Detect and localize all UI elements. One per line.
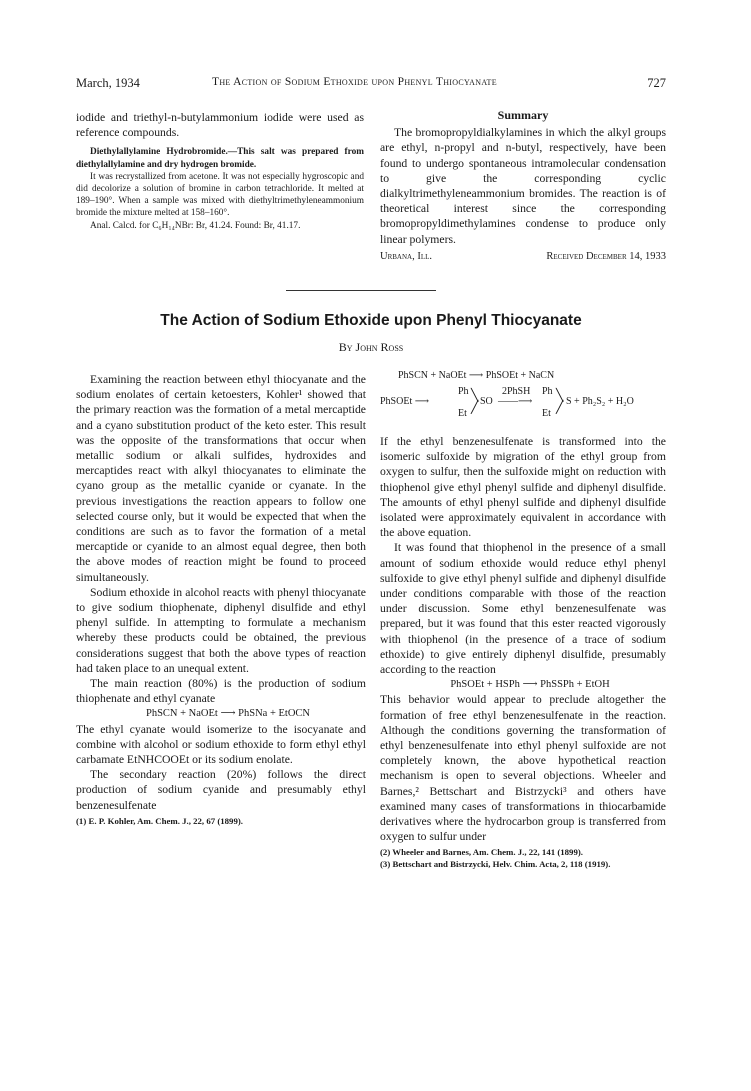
intro-paragraph: iodide and triethyl-n-butylammonium iodide were used as reference compounds. bbox=[76, 111, 364, 140]
reaction-arrow: ——⟶ bbox=[498, 396, 533, 407]
experimental-heading-paragraph: Diethylallylamine Hydrobromide.—This salt was prepared from diethylallylamine and dry hydrogen bromide. bbox=[76, 147, 364, 170]
reagent-label: 2PhSH bbox=[502, 386, 531, 397]
location: Urbana, Ill. bbox=[380, 250, 433, 262]
reaction-scheme bbox=[380, 368, 666, 434]
analysis-paragraph: Anal. Calcd. for C₆H₁₄NBr: Br, 41.24. Found: Br, 41.17. bbox=[90, 220, 301, 231]
top-left-column bbox=[76, 110, 364, 232]
header-date: March, 1934 bbox=[76, 76, 140, 90]
article-title: The Action of Sodium Ethoxide upon Phenyl Thiocyanate bbox=[160, 312, 582, 329]
bond-up-2: ╲ bbox=[556, 388, 564, 402]
footnote-2: (2) Wheeler and Barnes, Am. Chem. J., 22, 141 (1899). bbox=[380, 847, 583, 858]
summary-heading: Summary bbox=[497, 108, 549, 122]
paragraph-7: It was found that thiophenol in the presence of a small amount of sodium ethoxide would reduce ethyl phenyl sulfoxide to give ethyl phenyl sulfide and diphenyl disulfide under conditions comparable with those of the reaction under discussion. Some ethyl benzenesulfenate was prepared, but it was found that this ester reacted vigorously with thiophenol (in the presence of a trace of sodium ethoxide) to give entirely diphenyl disulfide, presumably according to the reaction bbox=[380, 541, 666, 677]
paragraph-4: The ethyl cyanate would isomerize to the isocyanate and combine with alcohol or sodium ethoxide to form ethyl ethyl carbamate EtNHCOOEt or its sodium enolate. bbox=[76, 722, 366, 767]
received-line bbox=[380, 249, 666, 265]
ethyl-label-2: Et bbox=[542, 408, 551, 419]
equation-1: PhSCN + NaOEt ⟶ PhSNa + EtOCN bbox=[146, 708, 310, 720]
page-number: 727 bbox=[647, 76, 666, 90]
right-column bbox=[380, 368, 666, 870]
paragraph-5: The secondary reaction (20%) follows the direct production of sodium cyanide and presumably ethyl benzenesulfenate bbox=[76, 768, 366, 812]
left-column bbox=[76, 372, 366, 827]
section-divider bbox=[286, 290, 436, 291]
sulfoxide-label: SO bbox=[480, 396, 493, 407]
summary-section bbox=[380, 108, 666, 265]
ethyl-label-1: Et bbox=[458, 408, 467, 419]
footnote-3: (3) Bettschart and Bistrzycki, Helv. Chim. Acta, 2, 118 (1919). bbox=[380, 859, 611, 870]
experimental-paragraph: It was recrystallized from acetone. It was not especially hygroscopic and did decolorize a solution of bromine in carbon tetrachloride. It melted at 189–190°. When a sample was mixed with diethyltrimethyleneammonium bromide the mixture melted at 158–160°. bbox=[76, 171, 364, 219]
reaction-line-1: PhSCN + NaOEt ⟶ PhSOEt + NaCN bbox=[398, 370, 555, 381]
reaction-start: PhSOEt ⟶ bbox=[380, 396, 430, 407]
bond-down-2: ╱ bbox=[556, 400, 564, 414]
phenyl-label-1: Ph bbox=[458, 386, 469, 397]
header-title: The Action of Sodium Ethoxide upon Phenyl Thiocyanate bbox=[212, 76, 497, 88]
reaction-end: S + Ph₂S₂ + H₂O bbox=[566, 396, 634, 407]
paragraph-6: If the ethyl benzenesulfenate is transformed into the isomeric sulfoxide by migration of the ethyl group from oxygen to sulfur, then the sulfoxide might on reduction with thiophenol give ethyl phenyl sulfide and diphenyl disulfide. The amounts of ethyl phenyl sulfide and diphenyl disulfide isolated were approximately equivalent in accordance with the above equation. bbox=[380, 435, 666, 540]
bond-up-1: ╲ bbox=[471, 388, 479, 402]
paragraph-8: This behavior would appear to preclude altogether the formation of free ethyl benzenesulfenate in the reaction. Although the conditions governing the transformation of ethyl benzenesulfenate into ethyl phenyl sulfoxide are not completely known, the above hypothetical reaction mechanism is open to several objections. Wheeler and Barnes,² Bettschart and Bistrzycki³ and others have examined many cases of transformations in thiocarbamide derivatives where the hydrocarbon group is transferred from oxygen to sulfur under bbox=[380, 693, 666, 844]
paragraph-1: Examining the reaction between ethyl thiocyanate and the sodium enolates of certain ketoesters, Kohler¹ showed that the primary reaction was the formation of a metal mercaptide and a cyano substitution product of the keto ester. This result was the opposite of the transformations that occur when metallic sodium or alkali sulfides, hydroxides and mercaptides react with alkyl thiocyanates to eliminate the cyano group as the metallic cyanide or cyanate. In the previous investigations the reaction appears to follow one selected course only, but it would be expected that when the conditions are such as to favor the formation of a metal mercaptide or cyanide to an almost equal degree, then both the above modes of reaction might be found to proceed simultaneously. bbox=[76, 373, 366, 584]
paragraph-2: Sodium ethoxide in alcohol reacts with phenyl thiocyanate to give sodium thiophenate, diphenyl disulfide and ethyl phenyl sulfide. In attempting to formulate a mechanism whereby these products could be obtained, the previous considerations suggest that both the above types of reaction had taken place to an unequal extent. bbox=[76, 585, 366, 675]
summary-text: The bromopropyldialkylamines in which the alkyl groups are ethyl, n-propyl and n-butyl, respectively, have been found to undergo spontaneous intramolecular condensation to give the corresponding cyclic dialkyltrimethyleneammonium bromides. The reaction is of theoretical interest since the corresponding bromopropyldimethylamines condense to produce only linear polymers. bbox=[380, 126, 666, 246]
author-byline: By John Ross bbox=[338, 340, 404, 354]
phenyl-label-2: Ph bbox=[542, 386, 553, 397]
equation-2: PhSOEt + HSPh ⟶ PhSSPh + EtOH bbox=[450, 679, 610, 691]
paragraph-3: The main reaction (80%) is the production of sodium thiophenate and ethyl cyanate bbox=[76, 677, 366, 706]
received-date: Received December 14, 1933 bbox=[546, 250, 666, 262]
bond-down-1: ╱ bbox=[471, 400, 479, 414]
footnote-1: (1) E. P. Kohler, Am. Chem. J., 22, 67 (1899). bbox=[76, 815, 243, 826]
running-header bbox=[76, 76, 666, 94]
